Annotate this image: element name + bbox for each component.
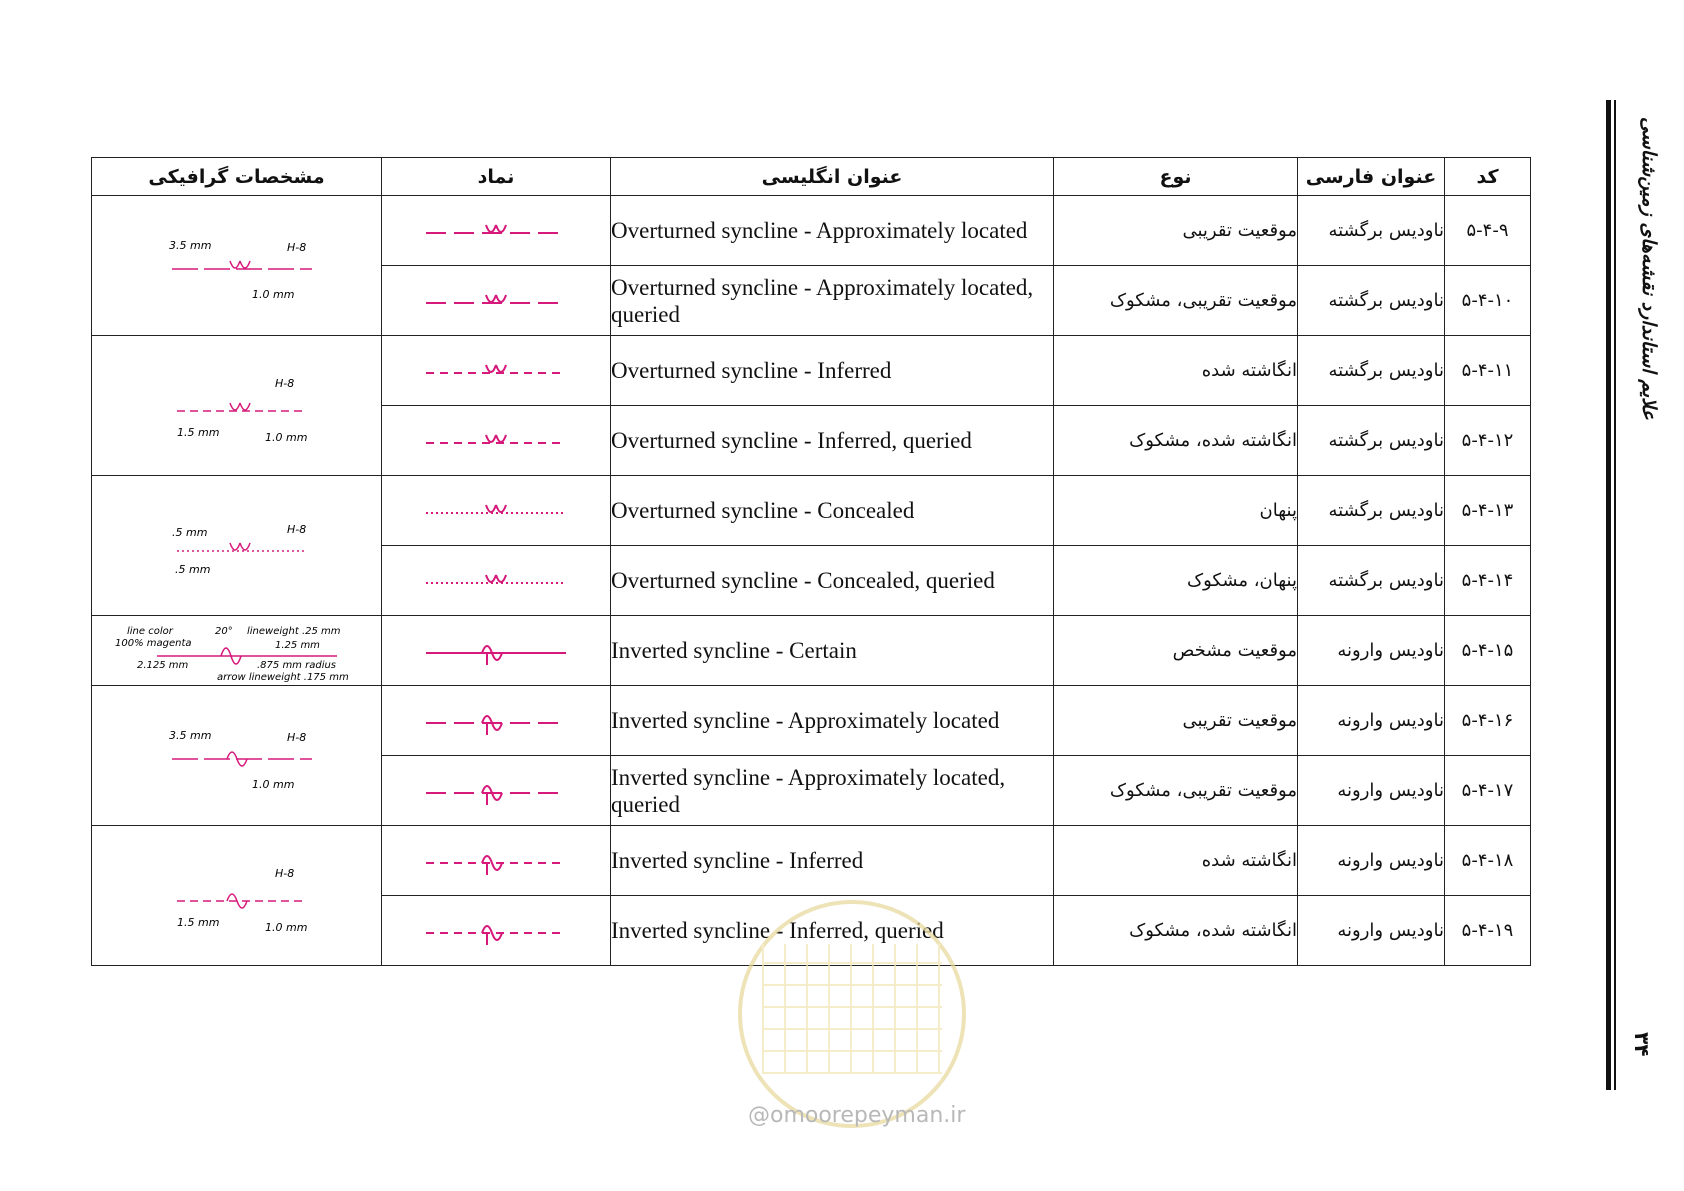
inverted-syncline-symbol <box>396 841 596 881</box>
graphic-spec-cell <box>92 476 382 616</box>
graphic-label: 1.5 mm <box>176 425 219 439</box>
overturned-syncline-symbol <box>396 491 596 531</box>
type-cell: انگاشته شده، مشکوک <box>1054 896 1298 966</box>
code-cell: ۵-۴-۱۰ <box>1445 266 1531 336</box>
code-cell: ۵-۴-۱۵ <box>1445 616 1531 686</box>
persian-title: ناودیس برگشته <box>1298 406 1445 476</box>
english-title: Inverted syncline - Inferred <box>611 826 1054 896</box>
inverted-syncline-symbol <box>396 701 596 741</box>
column-header-type: نوع <box>1054 158 1298 196</box>
symbol-cell <box>382 756 611 826</box>
graphic-spec-cell <box>92 196 382 336</box>
code-cell: ۵-۴-۱۸ <box>1445 826 1531 896</box>
english-title: Inverted syncline - Certain <box>611 616 1054 686</box>
persian-title: ناودیس وارونه <box>1298 756 1445 826</box>
column-header-english-title: عنوان انگلیسی <box>611 158 1054 196</box>
symbol-cell <box>382 686 611 756</box>
table-row <box>92 826 1531 896</box>
graphic-label: 1.0 mm <box>251 287 294 301</box>
graphic-label: 3.5 mm <box>168 238 211 252</box>
symbol-cell <box>382 546 611 616</box>
graphic-label: H-8 <box>274 866 294 880</box>
code-cell: ۵-۴-۱۲ <box>1445 406 1531 476</box>
graphic-label: 2.125 mm <box>136 659 188 671</box>
persian-title: ناودیس برگشته <box>1298 266 1445 336</box>
graphic-label: H-8 <box>286 522 306 536</box>
symbol-cell <box>382 826 611 896</box>
english-title: Inverted syncline - Approximately located, queried <box>611 756 1054 826</box>
english-title: Overturned syncline - Approximately located <box>611 196 1054 266</box>
symbol-cell <box>382 616 611 686</box>
overturned-syncline-symbol <box>396 211 596 251</box>
symbol-cell <box>382 336 611 406</box>
graphic-label: 100% magenta <box>114 637 192 649</box>
persian-title: ناودیس برگشته <box>1298 476 1445 546</box>
graphic-spec-drawing <box>97 691 377 821</box>
graphic-label: H-8 <box>286 730 306 744</box>
page-header <box>1598 100 1668 1090</box>
graphic-label: .5 mm <box>171 525 207 539</box>
graphic-label: 3.5 mm <box>168 728 211 742</box>
symbol-cell <box>382 406 611 476</box>
column-header-symbol: نماد <box>382 158 611 196</box>
english-title: Overturned syncline - Approximately located, queried <box>611 266 1054 336</box>
table-header-row <box>92 158 1531 196</box>
graphic-label: lineweight .25 mm <box>246 625 341 637</box>
graphic-label: 1.25 mm <box>274 639 320 651</box>
persian-title: ناودیس وارونه <box>1298 826 1445 896</box>
type-cell: موقعیت تقریبی <box>1054 196 1298 266</box>
type-cell: پنهان <box>1054 476 1298 546</box>
graphic-spec-cell <box>92 336 382 476</box>
inverted-syncline-symbol <box>396 911 596 951</box>
graphic-spec-drawing <box>97 201 377 331</box>
overturned-syncline-symbol <box>396 561 596 601</box>
table-row <box>92 686 1531 756</box>
english-title: Inverted syncline - Approximately located <box>611 686 1054 756</box>
graphic-label: H-8 <box>286 240 306 254</box>
symbol-cell <box>382 476 611 546</box>
symbol-cell <box>382 196 611 266</box>
graphic-spec-cell <box>92 616 382 686</box>
code-cell: ۵-۴-۱۱ <box>1445 336 1531 406</box>
graphic-label: 1.0 mm <box>264 430 307 444</box>
header-rule <box>1606 100 1611 1090</box>
code-cell: ۵-۴-۱۳ <box>1445 476 1531 546</box>
running-title: علایم استاندارد نقشه‌های زمین‌شناسی <box>1638 117 1660 420</box>
watermark-logo <box>738 900 966 1128</box>
overturned-syncline-symbol <box>396 421 596 461</box>
page-number: ۳۴ <box>1630 1032 1654 1057</box>
symbol-cell <box>382 266 611 336</box>
column-header-graphic: مشخصات گرافیکی <box>92 158 382 196</box>
code-cell: ۵-۴-۹ <box>1445 196 1531 266</box>
graphic-spec-cell <box>92 826 382 966</box>
type-cell: موقعیت مشخص <box>1054 616 1298 686</box>
graphic-spec-drawing <box>97 481 377 611</box>
graphic-label: 1.5 mm <box>176 915 219 929</box>
type-cell: موقعیت تقریبی، مشکوک <box>1054 756 1298 826</box>
english-title: Overturned syncline - Inferred, queried <box>611 406 1054 476</box>
inverted-syncline-symbol <box>396 631 596 671</box>
symbol-cell <box>382 896 611 966</box>
type-cell: موقعیت تقریبی <box>1054 686 1298 756</box>
graphic-label: 1.0 mm <box>251 777 294 791</box>
type-cell: پنهان، مشکوک <box>1054 546 1298 616</box>
graphic-spec-drawing <box>97 341 377 471</box>
column-header-code: کد <box>1445 158 1531 196</box>
graphic-label: 20° <box>214 625 233 637</box>
persian-title: ناودیس وارونه <box>1298 686 1445 756</box>
inverted-syncline-symbol <box>396 771 596 811</box>
table-row <box>92 196 1531 266</box>
graphic-label: arrow lineweight .175 mm <box>216 671 349 683</box>
code-cell: ۵-۴-۱۶ <box>1445 686 1531 756</box>
graphic-label: line color <box>126 625 173 637</box>
graphic-spec-drawing <box>97 618 377 684</box>
persian-title: ناودیس برگشته <box>1298 336 1445 406</box>
column-header-persian-title: عنوان فارسی <box>1298 158 1445 196</box>
watermark-grid <box>762 944 942 1074</box>
graphic-label: H-8 <box>274 376 294 390</box>
graphic-label: .875 mm radius <box>256 659 336 671</box>
persian-title: ناودیس وارونه <box>1298 616 1445 686</box>
english-title: Inverted syncline - Inferred, queried <box>611 896 1054 966</box>
code-cell: ۵-۴-۱۴ <box>1445 546 1531 616</box>
graphic-label: .5 mm <box>174 562 210 576</box>
table-row <box>92 476 1531 546</box>
persian-title: ناودیس برگشته <box>1298 546 1445 616</box>
type-cell: انگاشته شده، مشکوک <box>1054 406 1298 476</box>
code-cell: ۵-۴-۱۷ <box>1445 756 1531 826</box>
english-title: Overturned syncline - Concealed <box>611 476 1054 546</box>
persian-title: ناودیس برگشته <box>1298 196 1445 266</box>
overturned-syncline-symbol <box>396 351 596 391</box>
type-cell: موقعیت تقریبی، مشکوک <box>1054 266 1298 336</box>
overturned-syncline-symbol <box>396 281 596 321</box>
type-cell: انگاشته شده <box>1054 336 1298 406</box>
table-row <box>92 616 1531 686</box>
symbols-table <box>91 157 1531 966</box>
graphic-spec-drawing <box>97 831 377 961</box>
english-title: Overturned syncline - Concealed, queried <box>611 546 1054 616</box>
watermark-url: @omoorepeyman.ir <box>748 1103 966 1128</box>
graphic-spec-cell <box>92 686 382 826</box>
graphic-label: 1.0 mm <box>264 920 307 934</box>
code-cell: ۵-۴-۱۹ <box>1445 896 1531 966</box>
table-row <box>92 336 1531 406</box>
type-cell: انگاشته شده <box>1054 826 1298 896</box>
persian-title: ناودیس وارونه <box>1298 896 1445 966</box>
english-title: Overturned syncline - Inferred <box>611 336 1054 406</box>
